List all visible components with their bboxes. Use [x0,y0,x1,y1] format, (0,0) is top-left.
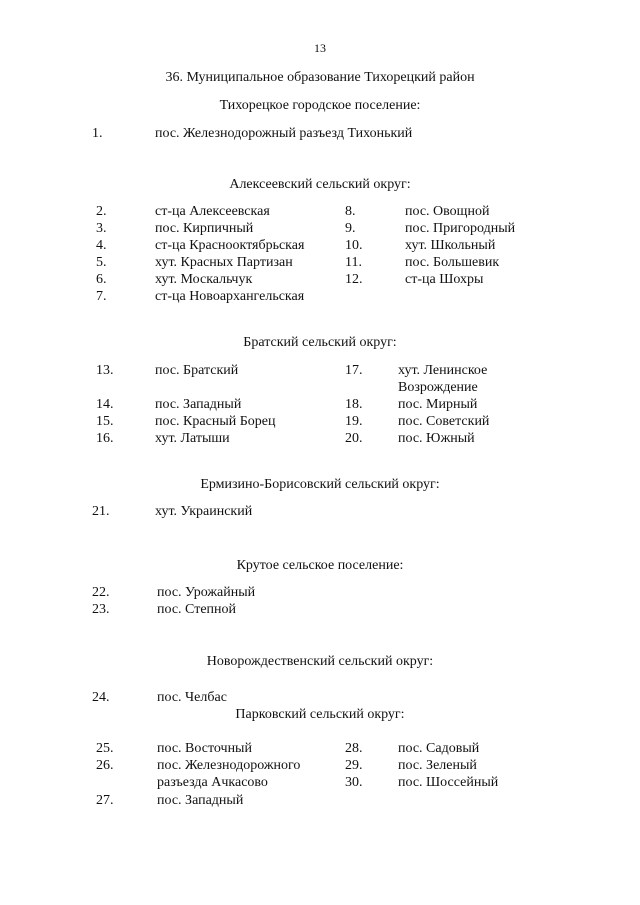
item-number: 27. [96,793,114,808]
settlement-name: пос. Железнодорожного [157,758,301,773]
page-title: 36. Муниципальное образование Тихорецкий район [165,70,475,85]
settlement-name: хут. Красных Партизан [155,255,293,270]
settlement-name: пос. Большевик [405,255,500,270]
settlement-name: пос. Советский [398,414,490,429]
settlement-name: пос. Мирный [398,397,478,412]
item-number: 26. [96,758,114,773]
item-number: 1. [92,126,103,141]
settlement-name: ст-ца Шохры [405,272,484,287]
item-number: 7. [96,289,107,304]
settlement-name: пос. Железнодорожный разъезд Тихонький [155,126,413,141]
settlement-name: хут. Москальчук [155,272,253,287]
item-number: 16. [96,431,114,446]
item-number: 22. [92,585,110,600]
settlement-name: ст-ца Алексеевская [155,204,270,219]
page-number: 13 [314,41,326,55]
item-number: 24. [92,690,110,705]
settlement-name-continued: разъезда Ачкасово [157,775,268,790]
item-number: 11. [345,255,362,270]
item-number: 18. [345,397,363,412]
item-number: 30. [345,775,363,790]
item-number: 9. [345,221,356,236]
settlement-name: пос. Овощной [405,204,490,219]
settlement-name: ст-ца Новоархангельская [155,289,305,304]
settlement-name: пос. Пригородный [405,221,516,236]
section-heading-alekseevsky: Алексеевский сельский округ: [229,177,411,192]
item-number: 28. [345,741,363,756]
item-number: 6. [96,272,107,287]
settlement-name: хут. Ленинское [398,363,488,378]
item-number: 5. [96,255,107,270]
item-number: 2. [96,204,107,219]
item-number: 8. [345,204,356,219]
settlement-name: хут. Украинский [155,504,253,519]
settlement-name-continued: Возрождение [398,380,478,395]
section-heading-ermizino: Ермизино-Борисовский сельский округ: [200,477,440,492]
item-number: 14. [96,397,114,412]
settlement-name: пос. Южный [398,431,475,446]
section-heading-bratsky: Братский сельский округ: [243,335,397,350]
section-heading-parkovsky: Парковский сельский округ: [235,707,405,722]
item-number: 15. [96,414,114,429]
item-number: 3. [96,221,107,236]
section-heading-tikhoretskoe: Тихорецкое городское поселение: [219,98,421,113]
item-number: 23. [92,602,110,617]
settlement-name: пос. Восточный [157,741,252,756]
settlement-name: пос. Степной [157,602,237,617]
settlement-name: ст-ца Краснооктябрьская [155,238,305,253]
item-number: 25. [96,741,114,756]
settlement-name: пос. Челбас [157,690,227,705]
settlement-name: пос. Западный [155,397,242,412]
settlement-name: пос. Шоссейный [398,775,499,790]
settlement-name: пос. Западный [157,793,244,808]
item-number: 19. [345,414,363,429]
settlement-name: хут. Школьный [405,238,496,253]
item-number: 10. [345,238,363,253]
settlement-name: пос. Урожайный [157,585,256,600]
settlement-name: пос. Красный Борец [155,414,276,429]
item-number: 17. [345,363,363,378]
settlement-name: пос. Кирпичный [155,221,254,236]
settlement-name: пос. Братский [155,363,239,378]
item-number: 4. [96,238,107,253]
section-heading-krutoe: Крутое сельское поселение: [236,558,404,573]
settlement-name: пос. Зеленый [398,758,477,773]
item-number: 20. [345,431,363,446]
item-number: 13. [96,363,114,378]
settlement-name: пос. Садовый [398,741,480,756]
section-heading-novorozhdestvensky: Новорождественский сельский округ: [206,654,434,669]
item-number: 29. [345,758,363,773]
item-number: 12. [345,272,363,287]
item-number: 21. [92,504,110,519]
settlement-name: хут. Латыши [155,431,230,446]
